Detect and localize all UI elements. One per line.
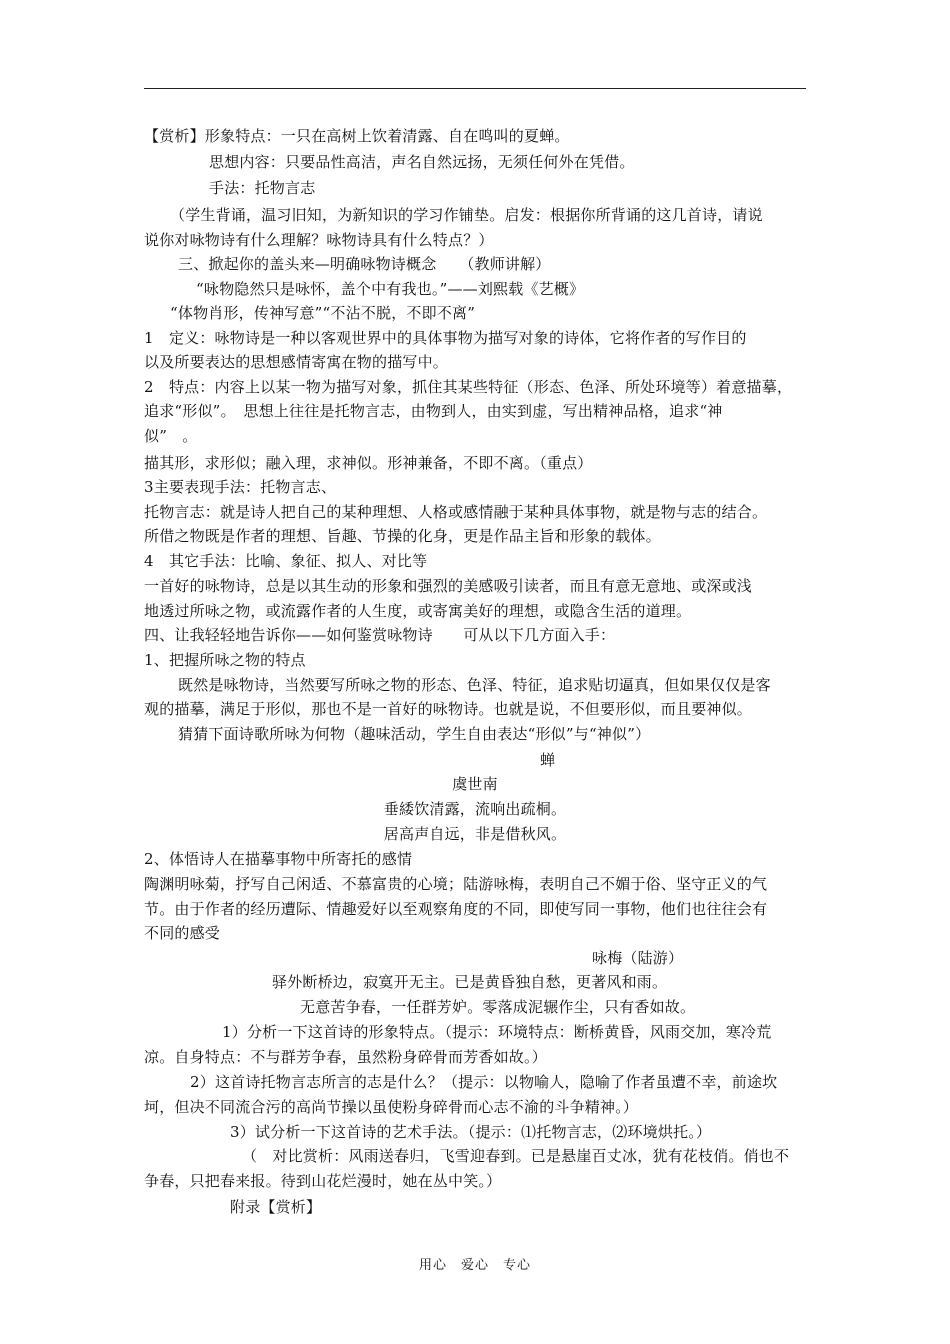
section-heading: 四、让我轻轻地告诉你——如何鉴赏咏物诗 可从以下几方面入手： <box>144 626 616 644</box>
text-line: 说你对咏物诗有什么理解？咏物诗具有什么特点？） <box>144 231 494 249</box>
poem-title: 蝉 <box>540 751 556 769</box>
text-line: 不同的感受 <box>144 924 221 942</box>
text-line: 追求“形似”。 思想上往往是托物言志，由物到人，由实到虚，写出精神品格，追求“神 <box>144 402 723 420</box>
text-line: 手法：托物言志 <box>209 179 316 197</box>
text-line: 【赏析】形象特点：一只在高树上饮着清露、自在鸣叫的夏蝉。 <box>144 127 570 145</box>
text-line: 既然是咏物诗，当然要写所咏之物的形态、色泽、特征，追求贴切逼真，但如果仅仅是客 <box>178 676 771 694</box>
text-line: 似” 。 <box>144 427 198 445</box>
poem-title: 咏梅（陆游） <box>592 949 684 967</box>
text-line: 凉。自身特点：不与群芳争春，虽然粉身碎骨而芳香如故。） <box>144 1048 547 1066</box>
text-line: 一首好的咏物诗，总是以其生动的形象和强烈的美感吸引读者，而且有意无意地、或深或浅 <box>144 577 753 595</box>
text-line: 2 特点：内容上以某一物为描写对象，抓住其某些特征（形态、色泽、所处环境等）着意描摹， <box>144 378 793 396</box>
quote: “咏物隐然只是咏怀，盖个中有我也。”——刘熙载《艺概》 <box>196 280 585 298</box>
text-line: 陶渊明咏菊，抒写自己闲适、不慕富贵的心境；陆游咏梅，表明自己不媚于俗、坚守正义的气 <box>144 875 768 893</box>
text-line: 观的描摹，满足于形似，那也不是一首好的咏物诗。也就是说，不但要形似，而且要神似。 <box>144 700 753 718</box>
question: 1）分析一下这首诗的形象特点。（提示：环境特点：断桥黄昏，风雨交加，寒冷荒 <box>222 1023 772 1041</box>
text-line: 托物言志：就是诗人把自己的某种理想、人格或感情融于某种具体事物，就是物与志的结合。 <box>144 503 768 521</box>
text-line: 节。由于作者的经历遭际、情趣爱好以至观察角度的不同，即使写同一事物，他们也往往会有 <box>144 900 768 918</box>
text-line: （ 对比赏析：风雨送春归，飞雪迎春到。已是悬崖百丈冰，犹有花枝俏。俏也不 <box>242 1147 790 1165</box>
text-line: 以及所要表达的思想感情寄寓在物的描写中。 <box>144 353 449 371</box>
poem-line: 居高声自远，非是借秋风。 <box>383 825 567 843</box>
poem-line: 驿外断桥边，寂寞开无主。已是黄昏独自愁，更著风和雨。 <box>272 973 668 991</box>
quote: “体物肖形，传神写意”“不沾不脱，不即不离” <box>170 304 476 322</box>
text-line: 坷，但决不同流合污的高尚节操以虽使粉身碎骨而心志不渝的斗争精神。） <box>144 1098 639 1116</box>
text-line: 3主要表现手法：托物言志、 <box>144 478 337 496</box>
text-line: 所借之物既是作者的理想、旨趣、节操的化身，更是作品主旨和形象的载体。 <box>144 527 661 545</box>
page-footer: 用心 爱心 专心 <box>418 1258 531 1273</box>
poem-line: 垂緌饮清露，流响出疏桐。 <box>383 800 567 818</box>
text-line: 4 其它手法：比喻、象征、拟人、对比等 <box>144 552 428 570</box>
subheading: 1、把握所咏之物的特点 <box>144 651 306 669</box>
text-line: 争春，只把春来报。待到山花烂漫时，她在丛中笑。） <box>144 1172 502 1190</box>
section-heading: 三、掀起你的盖头来—明确咏物诗概念 （教师讲解） <box>178 255 551 273</box>
text-line: 描其形，求形似；融入理，求神似。形神兼备，不即不离。（重点） <box>144 454 593 472</box>
text-line: 思想内容：只要品性高洁，声名自然远扬，无须任何外在凭借。 <box>209 153 635 171</box>
question: 2）这首诗托物言志所言的志是什么？（提示：以物喻人，隐喻了作者虽遭不幸，前途坎 <box>190 1073 778 1091</box>
text-line: 1 定义：咏物诗是一种以客观世界中的具体事物为描写对象的诗体，它将作者的写作目的 <box>144 329 747 347</box>
appendix-heading: 附录【赏析】 <box>230 1198 322 1216</box>
subheading: 2、体悟诗人在描摹事物中所寄托的感情 <box>144 850 413 868</box>
poem-line: 无意苦争春，一任群芳妒。零落成泥辗作尘，只有香如故。 <box>300 998 696 1016</box>
text-line: 地透过所咏之物，或流露作者的人生度，或寄寓美好的理想，或隐含生活的道理。 <box>144 602 692 620</box>
text-line: （学生背诵，温习旧知，为新知识的学习作铺垫。启发：根据你所背诵的这几首诗，请说 <box>170 206 763 224</box>
poem-author: 虞世南 <box>452 775 498 793</box>
question: 3）试分析一下这首诗的艺术手法。（提示：⑴托物言志，⑵环境烘托。） <box>230 1123 712 1141</box>
text-line: 猜猜下面诗歌所咏为何物（趣味活动，学生自由表达“形似”与“神似”） <box>178 725 651 743</box>
header-rule <box>144 88 806 89</box>
